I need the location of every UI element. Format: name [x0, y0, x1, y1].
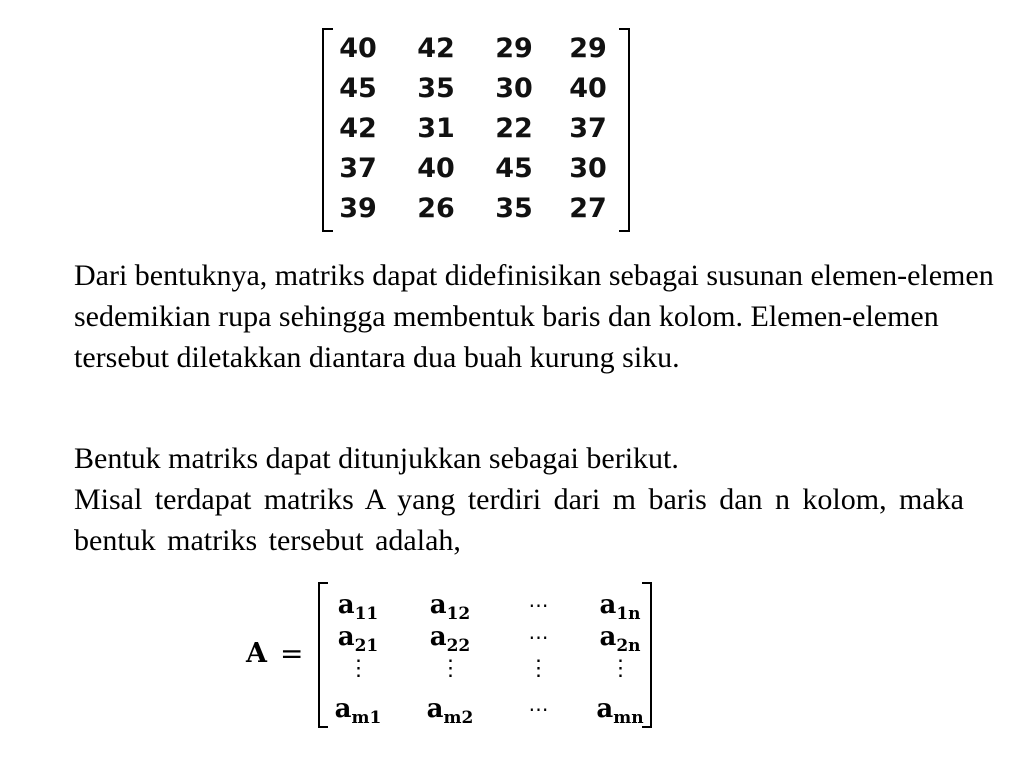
ellipsis: ⋯ [528, 625, 548, 649]
matrix-cell: 26 [417, 193, 455, 224]
matrix-element [318, 692, 398, 726]
example-intro-paragraph: Misal terdapat matriks A yang terdiri dari m baris dan n kolom, maka bentuk matriks tersebut adalah, [74, 483, 964, 557]
element-base: a [599, 590, 617, 620]
ellipsis: ⋮ [439, 656, 461, 681]
matrix-element [580, 692, 660, 726]
matrix-row [322, 150, 630, 188]
element-subscript: 21 [354, 636, 379, 656]
matrix-cell: 30 [569, 153, 607, 184]
matrix-element [410, 692, 490, 726]
matrix-element [580, 588, 660, 622]
matrix-cell: 45 [495, 153, 533, 184]
matrix-cell: 42 [417, 33, 455, 64]
matrix-cell: 39 [339, 193, 377, 224]
element-subscript: m1 [351, 708, 382, 728]
element-subscript: m2 [443, 708, 474, 728]
ellipsis: ⋯ [528, 593, 548, 617]
matrix-cell: 45 [339, 73, 377, 104]
element-base: a [334, 694, 352, 724]
element-subscript: 22 [446, 636, 471, 656]
element-base: a [596, 694, 614, 724]
matrix-cell: 37 [339, 153, 377, 184]
element-base: a [337, 622, 355, 652]
element-subscript: 1n [616, 604, 641, 624]
matrix-cell: 30 [495, 73, 533, 104]
element-subscript: 11 [354, 604, 379, 624]
matrix-element [318, 620, 398, 654]
matrix-cell: 35 [495, 193, 533, 224]
matrix-row [322, 70, 630, 108]
ellipsis: ⋮ [527, 656, 549, 681]
matrix-cell: 37 [569, 113, 607, 144]
general-matrix [318, 582, 652, 728]
matrix-element [410, 620, 490, 654]
matrix-cell: 29 [495, 33, 533, 64]
matrix-name: A [246, 638, 267, 669]
element-base: a [337, 590, 355, 620]
element-base: a [429, 622, 447, 652]
matrix-row [318, 692, 652, 726]
matrix-row [318, 620, 652, 654]
matrix-row [318, 588, 652, 622]
ellipsis: ⋯ [528, 697, 548, 721]
matrix-cell: 27 [569, 193, 607, 224]
matrix-cell: 22 [495, 113, 533, 144]
matrix-row [322, 110, 630, 148]
equals-sign: = [280, 637, 304, 670]
element-base: a [426, 694, 444, 724]
matrix-element [410, 588, 490, 622]
matrix-row [322, 190, 630, 228]
matrix-cell: 31 [417, 113, 455, 144]
form-intro-text: Bentuk matriks dapat ditunjukkan sebagai berikut. [74, 442, 679, 475]
example-matrix-grid [322, 28, 630, 232]
element-base: a [599, 622, 617, 652]
definition-paragraph: Dari bentuknya, matriks dapat didefinisikan sebagai susunan elemen-elemen sedemikian rupa sehingga membentuk baris dan kolom. Elemen-elemen tersebut diletakkan diantara dua buah kurung siku. [74, 259, 994, 374]
matrix-cell: 42 [339, 113, 377, 144]
matrix-row [322, 30, 630, 68]
matrix-row [318, 652, 652, 686]
matrix-cell: 35 [417, 73, 455, 104]
ellipsis: ⋮ [609, 656, 631, 681]
element-base: a [429, 590, 447, 620]
matrix-cell: 40 [569, 73, 607, 104]
element-subscript: 12 [446, 604, 471, 624]
element-subscript: mn [613, 708, 644, 728]
matrix-cell: 29 [569, 33, 607, 64]
matrix-element [318, 588, 398, 622]
matrix-cell: 40 [339, 33, 377, 64]
element-subscript: 2n [616, 636, 641, 656]
ellipsis: ⋮ [347, 656, 369, 681]
matrix-cell: 40 [417, 153, 455, 184]
example-matrix [322, 28, 630, 232]
matrix-element [580, 620, 660, 654]
